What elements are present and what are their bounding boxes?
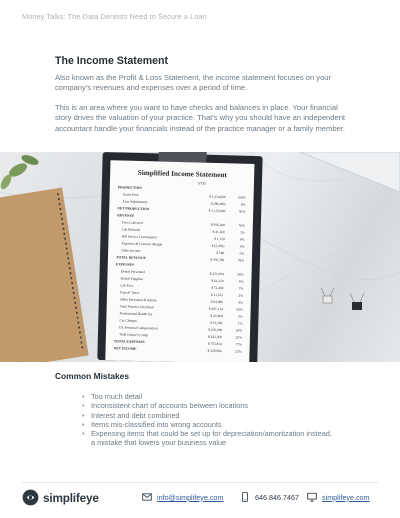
list-item: • Too much detail bbox=[82, 392, 332, 401]
statement-row-value: $ 22,400 bbox=[210, 313, 223, 319]
statement-row-percent: 76% bbox=[238, 223, 246, 228]
statement-row-label: Dental Supplies bbox=[120, 276, 143, 282]
statement-row-percent: 24% bbox=[235, 328, 243, 333]
statement-row-value: $ 84,980 bbox=[210, 299, 224, 305]
phone-contact[interactable] bbox=[240, 492, 299, 502]
statement-row-value: $ (2,450) bbox=[211, 243, 225, 249]
statement-row-label: Bill Service Commission bbox=[121, 234, 157, 240]
mistakes-list bbox=[82, 392, 332, 448]
statement-row-percent: 1% bbox=[237, 321, 243, 326]
statement-row-label: Other Personnel & Admin bbox=[119, 297, 157, 303]
email-contact[interactable] bbox=[142, 492, 223, 502]
statement-row-label: Payroll Taxes bbox=[120, 290, 140, 295]
statement-row-label: Other Income bbox=[121, 248, 141, 253]
statement-row-label: TOTAL REVENUE bbox=[116, 255, 146, 261]
statement-row-percent: 9% bbox=[238, 300, 244, 305]
statement-row-value: $ 1,150 bbox=[214, 236, 225, 242]
statement-row-label: REVENUE bbox=[117, 213, 135, 218]
statement-row-label: Expenses & Contract Margin bbox=[121, 241, 163, 247]
mistakes-title: Common Mistakes bbox=[55, 371, 129, 381]
statement-row-value: $ 72,400 bbox=[211, 285, 224, 291]
statement-row-percent: 7% bbox=[238, 286, 244, 291]
footer-divider bbox=[22, 482, 378, 483]
phone-number: 646.846.7467 bbox=[255, 492, 299, 502]
body-paragraph: This is an area where you want to have checks and balances in place. Your financial story drives the valuation of your practice. That's why you should have an independent accountant handle your financials instead of the practice manager or a family member. bbox=[55, 103, 346, 133]
statement-row-percent: 0% bbox=[239, 244, 245, 249]
statement-row-value: $ 21,512 bbox=[210, 292, 224, 298]
statement-row-label: PRODUCTION bbox=[117, 185, 142, 190]
statement-row-label: Gross Prod bbox=[122, 192, 139, 197]
statement-row-percent: 23% bbox=[235, 349, 242, 354]
statement-row-percent: 77% bbox=[235, 342, 242, 347]
statement-row-percent: 2% bbox=[237, 314, 243, 319]
plant-decoration bbox=[0, 153, 40, 191]
statement-row-label: Total Owner's Comp bbox=[119, 332, 149, 338]
statement-row-value: $ (98,400) bbox=[210, 201, 226, 207]
statement-row-value: $ 242,300 bbox=[208, 334, 223, 340]
statement-row-value: $ 61,218 bbox=[211, 278, 224, 284]
statement-row-label: Lab Refunds bbox=[121, 227, 140, 232]
notebook bbox=[0, 188, 89, 362]
statement-row-value: $ 1,234,000 bbox=[209, 194, 226, 200]
statement-row-label: Professional Health Ins bbox=[119, 311, 153, 317]
email-link[interactable]: info@simplifeye.com bbox=[157, 492, 224, 502]
statement-row-percent: 6% bbox=[238, 279, 244, 284]
income-statement-sheet bbox=[107, 164, 252, 362]
statement-row-value: $ 580 bbox=[216, 250, 225, 256]
brand-name: simplifeye bbox=[43, 490, 99, 505]
statement-row-percent: 0% bbox=[239, 237, 245, 242]
statement-row-percent: 100% bbox=[237, 195, 246, 200]
statement-row-label: Fees Collected bbox=[121, 220, 143, 226]
website-contact[interactable] bbox=[307, 492, 370, 502]
statement-row-percent: 26% bbox=[237, 272, 244, 277]
list-item: • Items mis-classified into wrong accounts bbox=[82, 420, 332, 429]
statement-row-value: $ 936,200 bbox=[210, 222, 226, 228]
statement-row-value: $ 230,000 bbox=[208, 327, 223, 333]
statement-row-value: $ 41,300 bbox=[212, 229, 225, 235]
section-title: The Income Statement bbox=[55, 55, 169, 67]
statement-row-label: TOTAL EXPENSES bbox=[113, 339, 145, 345]
list-item: • Interest and debt combined bbox=[82, 411, 332, 420]
sheet-rows bbox=[114, 184, 248, 355]
statement-row-value: $ 220,966 bbox=[207, 348, 222, 354]
statement-row-label: Lab Fees bbox=[120, 283, 134, 288]
statement-row-value: $ 1,135,600 bbox=[208, 208, 226, 214]
clipboard-photo bbox=[0, 152, 400, 362]
statement-row-label: EXPENSES bbox=[115, 262, 135, 267]
phone-icon bbox=[240, 492, 250, 502]
statement-row-value: $ 251,004 bbox=[209, 271, 224, 277]
brand-logo[interactable] bbox=[22, 489, 99, 506]
statement-row-value: $ 12,300 bbox=[210, 320, 223, 326]
statement-row-value: $ 755,814 bbox=[207, 341, 222, 347]
statement-row-percent: 25% bbox=[235, 335, 243, 340]
statement-row-label: Total Practice Overhead bbox=[119, 304, 154, 310]
page-header: Money Talks: The Data Dentists Need to Secure a Loan bbox=[22, 12, 207, 21]
statement-row-percent: 0% bbox=[239, 251, 245, 256]
sheet-title: Simplified Income Statement bbox=[137, 168, 227, 180]
statement-row-percent: 8% bbox=[240, 202, 246, 207]
statement-row-label: NET PRODUCTION bbox=[117, 206, 150, 212]
statement-row-label: NET INCOME bbox=[113, 346, 137, 351]
statement-row-label: Dr. Personal Compensation bbox=[119, 325, 158, 331]
statement-row-percent: 79% bbox=[237, 258, 245, 263]
statement-row-label: Less Adjustments bbox=[122, 199, 148, 205]
mail-icon bbox=[142, 492, 152, 502]
statement-row-value: $ 491,114 bbox=[208, 306, 223, 312]
list-item: • Expensing items that could be set up for depreciation/amortization instead, a mistake that lowers your business value bbox=[82, 429, 332, 448]
monitor-icon bbox=[307, 492, 317, 502]
binder-clips bbox=[321, 288, 364, 310]
statement-row-percent: 3% bbox=[240, 230, 245, 235]
simplifeye-logo-icon bbox=[22, 489, 39, 506]
statement-row-percent: 2% bbox=[238, 293, 244, 298]
statement-row-percent: 50% bbox=[236, 307, 243, 312]
statement-row-label: Car Charges bbox=[119, 318, 137, 323]
statement-row-label: Dental Personnel bbox=[120, 269, 145, 275]
intro-paragraph: Also known as the Profit & Loss Statement, the income statement focuses on your company's revenues and expenses over a period of time. bbox=[55, 73, 332, 93]
statement-row-value: $ 976,780 bbox=[210, 257, 225, 263]
statement-row-percent: 92% bbox=[238, 209, 246, 214]
list-item: • Inconsistent chart of accounts between locations bbox=[82, 401, 332, 410]
website-link[interactable]: simplifeye.com bbox=[322, 492, 370, 502]
laptop bbox=[300, 152, 400, 192]
sheet-col-header: YTD bbox=[198, 181, 206, 186]
